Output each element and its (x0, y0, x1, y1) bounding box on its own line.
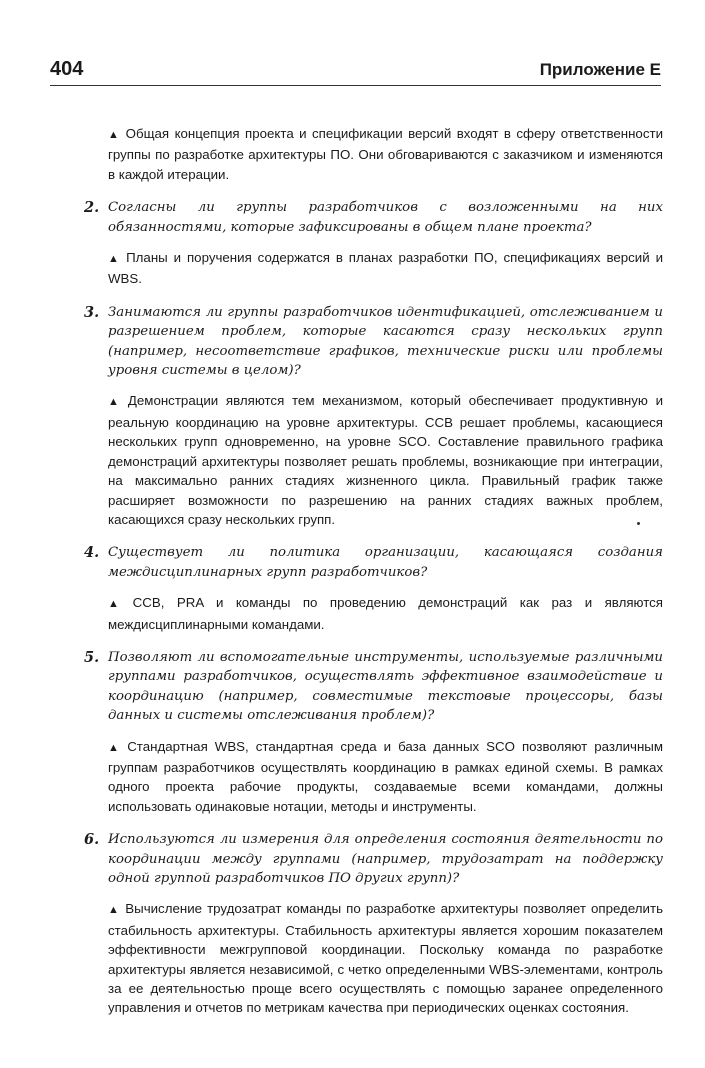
stray-mark (637, 522, 640, 525)
question-number: 4. (84, 544, 100, 562)
header-rule (50, 85, 661, 86)
answer-2: ▲ Планы и поручения содержатся в планах разработки ПО, спецификациях версий и WBS. (108, 250, 663, 287)
triangle-bullet-icon: ▲ (108, 904, 121, 917)
question-2: 2. Согласны ли группы разработчиков с возложенными на них обязанностями, которые зафиксированы в общем плане проекта? (84, 199, 663, 235)
page-header (50, 58, 661, 86)
question-4: 4. Существует ли политика организации, касающаяся создания междисциплинарных групп разработчиков? (84, 544, 663, 580)
triangle-bullet-icon: ▲ (108, 396, 123, 409)
question-3: 3. Занимаются ли группы разработчиков идентификацией, отслеживанием и разрешением проблем, которые касаются сразу нескольких групп (например, несоответствие графиков, технические риски или проблемы уровня системы в целом)? (84, 303, 663, 379)
question-6: 6. Используются ли измерения для определения состояния деятельности по координации между группами (например, трудозатрат на поддержку одной группой разработчиков ПО других групп)? (84, 831, 663, 886)
answer-1: ▲ Общая концепция проекта и спецификации версий входят в сферу ответственности группы по разработке архитектуры ПО. Они обговариваются с заказчиком и изменяются в каждой итерации. (108, 126, 663, 182)
triangle-bullet-icon: ▲ (108, 598, 128, 611)
question-number: 2. (84, 199, 100, 217)
question-number: 6. (84, 831, 100, 849)
triangle-bullet-icon: ▲ (108, 253, 122, 266)
triangle-bullet-icon: ▲ (108, 741, 123, 754)
question-number: 3. (84, 303, 100, 321)
answer-4: ▲ CCB, PRA и команды по проведению демонстраций как раз и являются междисциплинарными командами. (108, 595, 663, 632)
question-number: 5. (84, 648, 100, 666)
question-5: 5. Позволяют ли вспомогательные инструменты, используемые различными группами разработчиков, осуществлять эффективное взаимодействие и координацию (например, совместимые текстовые процессоры, базы данных и системы отслеживания проблем)? (84, 648, 663, 724)
answer-6: ▲ Вычисление трудозатрат команды по разработке архитектуры позволяет определить стабильность архитектуры. Стабильность архитектуры является хорошим показателем эффективности межгрупповой координации. Поскольку команда по разработке архитектуры является независимой, с четко определенными WBS-элементами, контроль за ее деятельностью проще всего осуществлять с помощью заранее определенного управления и отчетов по метрикам качества при периодических оценках состояния. (108, 901, 664, 1016)
page-body (84, 124, 664, 1018)
answer-5: ▲ Стандартная WBS, стандартная среда и база данных SCO позволяют различным группам разработчиков осуществлять координацию в рамках единой схемы. В рамках одного проекта рабочие продукты, создаваемые всеми командами, должны использовать одинаковые нотации, методы и инструменты. (108, 738, 663, 814)
section-title: Приложение Е (539, 60, 661, 79)
triangle-bullet-icon: ▲ (108, 129, 121, 141)
answer-3: ▲ Демонстрации являются тем механизмом, который обеспечивает продуктивную и реальную координацию на уровне архитектуры. CCB решает проблемы, касающиеся нескольких групп одновременно, на уровне SCO. Составление правильного графика демонстраций архитектуры позволяет решать проблемы, возникающие при интеграции, на максимально ранних стадиях жизненного цикла. Правильный график также расширяет возможности по разрешению на ранних стадиях важных проблем, касающихся сразу нескольких групп. (108, 393, 663, 527)
page-number: 404 (50, 58, 84, 80)
